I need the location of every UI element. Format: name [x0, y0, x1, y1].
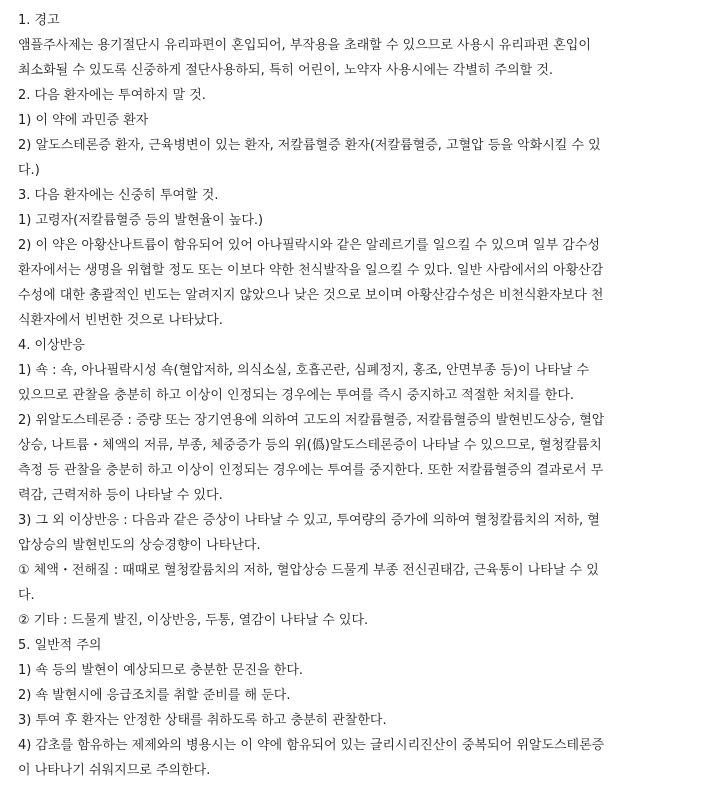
text-line: 3) 그 외 이상반응 : 다음과 같은 증상이 나타날 수 있고, 투여량의 증가에 의하여 혈청칼륨치의 저하, 혈: [18, 513, 600, 528]
text-line: 환자에서는 생명을 위협할 정도 또는 이보다 약한 천식발작을 일으킬 수 있다. 일반 사람에서의 아황산감: [18, 263, 604, 278]
text-line: 이 나타나기 쉬워지므로 주의한다.: [18, 763, 211, 778]
text-line: 식환자에서 빈번한 것으로 나타났다.: [18, 313, 223, 328]
section-heading-general-precautions: 5. 일반적 주의: [18, 638, 102, 653]
text-line: 상승, 나트륨・체액의 저류, 부종, 체중증가 등의 위(僞)알도스테론증이 나타날 수 있으므로, 혈청칼륨치: [18, 438, 602, 453]
text-line: 앰플주사제는 용기절단시 유리파편이 혼입되어, 부작용을 초래할 수 있으므로 사용시 유리파편 혼입이: [18, 38, 591, 53]
text-line: ② 기타 : 드물게 발진, 이상반응, 두통, 열감이 나타날 수 있다.: [18, 613, 369, 628]
section-heading-contraindications: 2. 다음 환자에는 투여하지 말 것.: [18, 88, 206, 103]
text-line: ① 체액・전해질 : 때때로 혈청칼륨치의 저하, 혈압상승 드물게 부종 전신권태감, 근육통이 나타날 수 있: [18, 563, 599, 578]
text-line: 4) 감초를 함유하는 제제와의 병용시는 이 약에 함유되어 있는 글리시리진산이 중복되어 위알도스테론증: [18, 738, 605, 753]
section-heading-warning: 1. 경고: [18, 13, 60, 28]
text-line: 1) 이 약에 과민증 환자: [18, 113, 149, 128]
text-line: 최소화될 수 있도록 신중하게 절단사용하되, 특히 어린이, 노약자 사용시에는 각별히 주의할 것.: [18, 63, 554, 78]
text-line: 2) 위알도스테론증 : 증량 또는 장기연용에 의하여 고도의 저칼륨혈증, 저칼륨혈증의 발현빈도상승, 혈압: [18, 413, 605, 428]
text-line: 1) 쇽 : 쇽, 아나필락시성 쇽(혈압저하, 의식소실, 호흡곤란, 심폐정지, 홍조, 안면부종 등)이 나타날 수: [18, 363, 590, 378]
text-line: 2) 알도스테론증 환자, 근육병변이 있는 환자, 저칼륨혈증 환자(저칼륨혈증, 고혈압 등을 악화시킬 수 있: [18, 138, 601, 153]
section-heading-caution: 3. 다음 환자에는 신중히 투여할 것.: [18, 188, 219, 203]
section-heading-adverse-reactions: 4. 이상반응: [18, 338, 85, 353]
text-line: 2) 쇽 발현시에 응급조치를 취할 준비를 해 둔다.: [18, 688, 291, 703]
text-line: 다.: [18, 588, 35, 603]
text-line: 1) 고령자(저칼륨혈증 등의 발현율이 높다.): [18, 213, 264, 228]
text-line: 2) 이 약은 아황산나트륨이 함유되어 있어 아나필락시와 같은 알레르기를 일으킬 수 있으며 일부 감수성: [18, 238, 600, 253]
text-line: 수성에 대한 총괄적인 빈도는 알려지지 않았으나 낮은 것으로 보이며 아황산감수성은 비천식환자보다 천: [18, 288, 604, 303]
text-line: 력감, 근력저하 등이 나타날 수 있다.: [18, 488, 223, 503]
text-line: 1) 쇽 등의 발현이 예상되므로 충분한 문진을 한다.: [18, 663, 304, 678]
text-line: 있으므로 관찰을 충분히 하고 이상이 인정되는 경우에는 투여를 즉시 중지하고 적절한 처치를 한다.: [18, 388, 575, 403]
text-line: 측정 등 관찰을 충분히 하고 이상이 인정되는 경우에는 투여를 중지한다. 또한 저칼륨혈증의 결과로서 무: [18, 463, 604, 478]
text-line: 다.): [18, 163, 40, 178]
text-line: 3) 투여 후 환자는 안정한 상태를 취하도록 하고 충분히 관찰한다.: [18, 713, 387, 728]
text-line: 압상승의 발현빈도의 상승경향이 나타난다.: [18, 538, 261, 553]
